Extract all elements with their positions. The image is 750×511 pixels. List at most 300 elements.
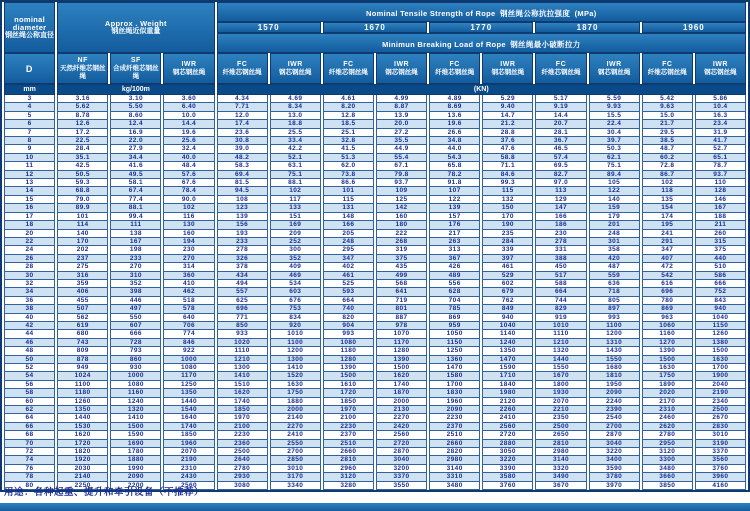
value-cell: 62.0 <box>323 162 374 170</box>
diameter-cell: 8 <box>4 137 55 145</box>
value-cell: 887 <box>376 314 427 322</box>
value-cell: 2500 <box>217 448 268 456</box>
table-row <box>4 196 746 204</box>
value-cell: 2070 <box>535 398 586 406</box>
value-cell: 625 <box>217 297 268 305</box>
value-cell: 602 <box>482 280 533 288</box>
header-iwr-abbr: IWR <box>606 60 622 68</box>
value-cell: 1280 <box>376 347 427 355</box>
value-cell: 1160 <box>110 389 161 397</box>
value-cell: 446 <box>110 297 161 305</box>
value-cell: 58.1 <box>110 179 161 187</box>
value-cell: 79.8 <box>376 171 427 179</box>
table-row <box>4 398 746 406</box>
value-cell: 2430 <box>163 473 214 481</box>
value-cell: 588 <box>535 280 586 288</box>
value-cell: 3760 <box>695 465 746 473</box>
value-cell: 829 <box>535 305 586 313</box>
value-cell: 13.6 <box>429 112 480 120</box>
value-cell: 94.5 <box>217 187 268 195</box>
value-cell: 314 <box>163 263 214 271</box>
value-cell: 1970 <box>323 406 374 414</box>
value-cell: 398 <box>110 288 161 296</box>
value-cell: 2660 <box>429 440 480 448</box>
header-iwr <box>270 53 321 84</box>
table-row <box>4 112 746 120</box>
value-cell: 1880 <box>110 456 161 464</box>
value-cell: 73.8 <box>323 171 374 179</box>
value-cell: 497 <box>110 305 161 313</box>
value-cell: 3970 <box>589 482 640 490</box>
value-cell: 48.2 <box>217 154 268 162</box>
value-cell: 360 <box>163 272 214 280</box>
value-cell: 52.7 <box>695 145 746 153</box>
value-cell: 7.71 <box>217 103 268 111</box>
value-cell: 869 <box>642 305 693 313</box>
value-cell: 897 <box>589 305 640 313</box>
value-cell: 1620 <box>217 389 268 397</box>
value-cell: 3590 <box>589 465 640 473</box>
value-cell: 2810 <box>323 456 374 464</box>
value-cell: 2190 <box>163 456 214 464</box>
value-cell: 90.0 <box>163 196 214 204</box>
value-cell: 167 <box>695 204 746 212</box>
header-fc-zh: 纤维芯钢丝绳 <box>541 68 581 76</box>
table-row <box>4 221 746 229</box>
value-cell: 205 <box>323 230 374 238</box>
value-cell: 26.6 <box>429 129 480 137</box>
value-cell: 248 <box>323 238 374 246</box>
value-cell: 933 <box>217 330 268 338</box>
value-cell: 2850 <box>270 456 321 464</box>
value-cell: 397 <box>482 255 533 263</box>
value-cell: 1870 <box>376 389 427 397</box>
value-cell: 1110 <box>535 330 586 338</box>
diameter-cell: 40 <box>4 314 55 322</box>
value-cell: 339 <box>482 246 533 254</box>
value-cell: 718 <box>589 288 640 296</box>
value-cell: 1070 <box>376 330 427 338</box>
diameter-cell: 72 <box>4 448 55 456</box>
value-cell: 1710 <box>482 372 533 380</box>
value-cell: 81.5 <box>217 179 268 187</box>
value-cell: 30.4 <box>589 129 640 137</box>
value-cell: 696 <box>642 288 693 296</box>
value-cell: 2720 <box>482 431 533 439</box>
header-iwr <box>589 53 640 84</box>
value-cell: 3220 <box>589 448 640 456</box>
diameter-cell: 22 <box>4 238 55 246</box>
value-cell: 51.3 <box>323 154 374 162</box>
value-cell: 3050 <box>482 448 533 456</box>
value-cell: 510 <box>695 263 746 271</box>
value-cell: 922 <box>163 347 214 355</box>
value-cell: 28.4 <box>57 145 108 153</box>
value-cell: 111 <box>110 221 161 229</box>
value-cell: 88.1 <box>270 179 321 187</box>
header-sf: SF 合成纤维芯钢丝绳 <box>110 53 161 84</box>
value-cell: 278 <box>217 246 268 254</box>
value-cell: 2780 <box>217 465 268 473</box>
value-cell: 201 <box>589 221 640 229</box>
value-cell: 12.4 <box>110 120 161 128</box>
value-cell: 42.5 <box>57 162 108 170</box>
breaking-load-zh: 钢丝绳最小破断拉力 <box>510 40 581 49</box>
value-cell: 1010 <box>270 330 321 338</box>
value-cell: 1210 <box>535 339 586 347</box>
value-cell: 25.5 <box>270 129 321 137</box>
value-cell: 2540 <box>589 414 640 422</box>
diameter-cell: 6 <box>4 120 55 128</box>
value-cell: 949 <box>57 364 108 372</box>
value-cell: 102 <box>270 187 321 195</box>
value-cell: 3780 <box>589 473 640 481</box>
value-cell: 2020 <box>642 389 693 397</box>
value-cell: 1830 <box>429 389 480 397</box>
value-cell: 91.8 <box>429 179 480 187</box>
value-cell: 740 <box>323 305 374 313</box>
unit-load: (KN) <box>217 84 746 95</box>
value-cell: 1010 <box>535 322 586 330</box>
value-cell: 300 <box>270 246 321 254</box>
diameter-cell: 70 <box>4 440 55 448</box>
header-iwr-zh: 钢芯钢丝绳 <box>704 68 737 76</box>
value-cell: 23.6 <box>217 129 268 137</box>
value-cell: 69.4 <box>217 171 268 179</box>
value-cell: 230 <box>163 246 214 254</box>
value-cell: 1680 <box>589 364 640 372</box>
value-cell: 3170 <box>270 473 321 481</box>
value-cell: 58.3 <box>217 162 268 170</box>
spec-table <box>2 2 748 490</box>
nominal-diameter-en: nominal diameter <box>12 14 47 32</box>
table-row <box>4 213 746 221</box>
value-cell: 125 <box>376 196 427 204</box>
value-cell: 2870 <box>376 448 427 456</box>
value-cell: 434 <box>217 272 268 280</box>
value-cell: 3.16 <box>57 95 108 103</box>
value-cell: 166 <box>323 221 374 229</box>
value-cell: 664 <box>535 288 586 296</box>
value-cell: 190 <box>482 221 533 229</box>
table-row <box>4 448 746 456</box>
value-cell: 3040 <box>589 440 640 448</box>
value-cell: 2820 <box>429 448 480 456</box>
value-cell: 319 <box>376 246 427 254</box>
value-cell: 9.93 <box>589 103 640 111</box>
header-iwr <box>482 53 533 84</box>
value-cell: 762 <box>482 297 533 305</box>
value-cell: 79.0 <box>57 196 108 204</box>
diameter-cell: 11 <box>4 162 55 170</box>
value-cell: 1410 <box>217 372 268 380</box>
value-cell: 1240 <box>482 339 533 347</box>
table-row <box>4 179 746 187</box>
value-cell: 233 <box>217 238 268 246</box>
value-cell: 1920 <box>57 456 108 464</box>
value-cell: 352 <box>270 255 321 263</box>
value-cell: 3370 <box>695 448 746 456</box>
value-cell: 420 <box>589 255 640 263</box>
strength-grade: 1870 <box>535 22 639 33</box>
value-cell: 42.2 <box>270 145 321 153</box>
value-cell: 2670 <box>695 414 746 422</box>
value-cell: 68.8 <box>57 187 108 195</box>
value-cell: 2780 <box>642 431 693 439</box>
strength-grade: 1770 <box>429 22 533 33</box>
value-cell: 805 <box>589 297 640 305</box>
value-cell: 1080 <box>163 364 214 372</box>
value-cell: 375 <box>695 246 746 254</box>
value-cell: 2250 <box>57 482 108 490</box>
header-fc-zh: 纤维芯钢丝绳 <box>222 68 262 76</box>
diameter-cell: 26 <box>4 255 55 263</box>
value-cell: 2090 <box>589 389 640 397</box>
value-cell: 157 <box>429 213 480 221</box>
header-nominal-diameter <box>4 2 55 53</box>
value-cell: 1150 <box>429 339 480 347</box>
value-cell: 77.4 <box>110 196 161 204</box>
value-cell: 186 <box>535 221 586 229</box>
diameter-cell: 50 <box>4 356 55 364</box>
value-cell: 129 <box>535 196 586 204</box>
diameter-cell: 80 <box>4 482 55 490</box>
header-iwr-zh: 钢芯钢丝绳 <box>491 68 525 76</box>
diameter-cell: 66 <box>4 423 55 431</box>
header-tensile-strength-title <box>217 2 746 22</box>
header-fc-zh: 纤维芯钢丝绳 <box>435 68 475 76</box>
value-cell: 108 <box>217 196 268 204</box>
value-cell: 2640 <box>217 456 268 464</box>
value-cell: 2270 <box>270 423 321 431</box>
diameter-cell: 13 <box>4 179 55 187</box>
diameter-cell: 14 <box>4 187 55 195</box>
value-cell: 469 <box>270 272 321 280</box>
value-cell: 1100 <box>57 381 108 389</box>
value-cell: 25.1 <box>323 129 374 137</box>
value-cell: 2810 <box>535 440 586 448</box>
value-cell: 19.6 <box>429 120 480 128</box>
value-cell: 542 <box>642 272 693 280</box>
value-cell: 1300 <box>217 364 268 372</box>
table-row <box>4 171 746 179</box>
table-row <box>4 95 746 103</box>
value-cell: 2190 <box>695 389 746 397</box>
value-cell: 2370 <box>429 423 480 431</box>
value-cell: 5.59 <box>589 95 640 103</box>
table-row <box>4 238 746 246</box>
value-cell: 534 <box>270 280 321 288</box>
value-cell: 278 <box>535 238 586 246</box>
value-cell: 664 <box>323 297 374 305</box>
value-cell: 128 <box>695 187 746 195</box>
value-cell: 1390 <box>376 356 427 364</box>
value-cell: 2100 <box>217 423 268 431</box>
table-row <box>4 465 746 473</box>
value-cell: 1700 <box>695 364 746 372</box>
value-cell: 2720 <box>376 440 427 448</box>
value-cell: 2000 <box>376 398 427 406</box>
value-cell: 3.10 <box>110 95 161 103</box>
value-cell: 2140 <box>57 473 108 481</box>
value-cell: 3490 <box>535 473 586 481</box>
value-cell: 860 <box>110 356 161 364</box>
value-cell: 2170 <box>642 398 693 406</box>
value-cell: 167 <box>110 238 161 246</box>
value-cell: 101 <box>57 213 108 221</box>
value-cell: 35.5 <box>376 137 427 145</box>
value-cell: 1060 <box>642 322 693 330</box>
value-cell: 801 <box>376 305 427 313</box>
table-row <box>4 456 746 464</box>
value-cell: 193 <box>217 230 268 238</box>
value-cell: 1740 <box>217 398 268 406</box>
value-cell: 30.8 <box>217 137 268 145</box>
value-cell: 23.4 <box>695 120 746 128</box>
value-cell: 8.69 <box>429 103 480 111</box>
value-cell: 1320 <box>535 347 586 355</box>
value-cell: 41.7 <box>695 137 746 145</box>
value-cell: 20.0 <box>376 120 427 128</box>
value-cell: 284 <box>482 238 533 246</box>
value-cell: 559 <box>589 272 640 280</box>
value-cell: 44.9 <box>376 145 427 153</box>
value-cell: 22.4 <box>589 120 640 128</box>
value-cell: 2660 <box>323 448 374 456</box>
value-cell: 1210 <box>217 356 268 364</box>
value-cell: 174 <box>642 213 693 221</box>
value-cell: 2130 <box>376 406 427 414</box>
table-row <box>4 272 746 280</box>
value-cell: 115 <box>323 196 374 204</box>
value-cell: 275 <box>57 263 108 271</box>
header-breaking-load-title <box>217 33 746 53</box>
value-cell: 676 <box>270 297 321 305</box>
value-cell: 217 <box>429 230 480 238</box>
value-cell: 122 <box>589 187 640 195</box>
value-cell: 2410 <box>270 431 321 439</box>
value-cell: 1590 <box>482 364 533 372</box>
value-cell: 19.6 <box>163 129 214 137</box>
value-cell: 62.1 <box>589 154 640 162</box>
table-row <box>4 246 746 254</box>
value-cell: 461 <box>323 272 374 280</box>
table-row <box>4 414 746 422</box>
value-cell: 248 <box>589 230 640 238</box>
value-cell: 1440 <box>57 414 108 422</box>
value-cell: 2510 <box>429 431 480 439</box>
value-cell: 291 <box>642 238 693 246</box>
value-cell: 1200 <box>270 347 321 355</box>
value-cell: 1850 <box>163 431 214 439</box>
header-approx-weight <box>57 2 214 53</box>
diameter-cell: 76 <box>4 465 55 473</box>
value-cell: 603 <box>270 288 321 296</box>
value-cell: 2360 <box>217 440 268 448</box>
value-cell: 3280 <box>323 482 374 490</box>
header-iwr <box>695 53 746 84</box>
value-cell: 3960 <box>695 473 746 481</box>
tensile-strength-unit: (MPa) <box>574 9 597 18</box>
value-cell: 1410 <box>270 364 321 372</box>
value-cell: 993 <box>589 314 640 322</box>
value-cell: 4.61 <box>323 95 374 103</box>
value-cell: 139 <box>217 213 268 221</box>
diameter-cell: 18 <box>4 221 55 229</box>
header-fc-zh: 纤维芯钢丝绳 <box>647 68 687 76</box>
unit-mm: mm <box>4 84 55 95</box>
value-cell: 1640 <box>163 414 214 422</box>
value-cell: 1100 <box>270 339 321 347</box>
value-cell: 156 <box>217 221 268 229</box>
header-fc <box>217 53 268 84</box>
value-cell: 8.20 <box>323 103 374 111</box>
value-cell: 1470 <box>429 364 480 372</box>
value-cell: 89.4 <box>589 171 640 179</box>
value-cell: 1320 <box>110 406 161 414</box>
header-fc <box>642 53 693 84</box>
value-cell: 920 <box>270 322 321 330</box>
value-cell: 1740 <box>376 381 427 389</box>
value-cell: 252 <box>270 238 321 246</box>
value-cell: 2260 <box>482 406 533 414</box>
value-cell: 1510 <box>217 381 268 389</box>
value-cell: 3300 <box>642 456 693 464</box>
value-cell: 2310 <box>642 406 693 414</box>
value-cell: 1500 <box>376 364 427 372</box>
value-cell: 105 <box>589 179 640 187</box>
value-cell: 3400 <box>589 456 640 464</box>
value-cell: 60.2 <box>642 154 693 162</box>
value-cell: 728 <box>110 339 161 347</box>
value-cell: 930 <box>110 364 161 372</box>
value-cell: 25.6 <box>163 137 214 145</box>
value-cell: 869 <box>429 314 480 322</box>
value-cell: 1170 <box>376 339 427 347</box>
value-cell: 1100 <box>589 322 640 330</box>
value-cell: 148 <box>323 213 374 221</box>
value-cell: 235 <box>482 230 533 238</box>
value-cell: 110 <box>695 179 746 187</box>
value-cell: 107 <box>429 187 480 195</box>
value-cell: 116 <box>163 213 214 221</box>
value-cell: 14.4 <box>163 120 214 128</box>
table-row <box>4 187 746 195</box>
value-cell: 160 <box>163 230 214 238</box>
header-fc-abbr: FC <box>236 60 248 68</box>
diameter-cell: 5 <box>4 112 55 120</box>
value-cell: 352 <box>110 280 161 288</box>
value-cell: 771 <box>217 314 268 322</box>
value-cell: 195 <box>642 221 693 229</box>
value-cell: 3040 <box>376 456 427 464</box>
value-cell: 2500 <box>535 423 586 431</box>
value-cell: 27.2 <box>376 129 427 137</box>
value-cell: 131 <box>323 204 374 212</box>
value-cell: 65.1 <box>695 154 746 162</box>
value-cell: 1890 <box>642 381 693 389</box>
value-cell: 114 <box>57 221 108 229</box>
header-iwr-zh: 钢芯钢丝绳 <box>279 68 312 76</box>
diameter-cell: 42 <box>4 322 55 330</box>
value-cell: 1260 <box>695 330 746 338</box>
table-row <box>4 473 746 481</box>
value-cell: 315 <box>695 238 746 246</box>
value-cell: 233 <box>110 255 161 263</box>
diameter-cell: 32 <box>4 280 55 288</box>
table-row <box>4 356 746 364</box>
value-cell: 22.5 <box>57 137 108 145</box>
